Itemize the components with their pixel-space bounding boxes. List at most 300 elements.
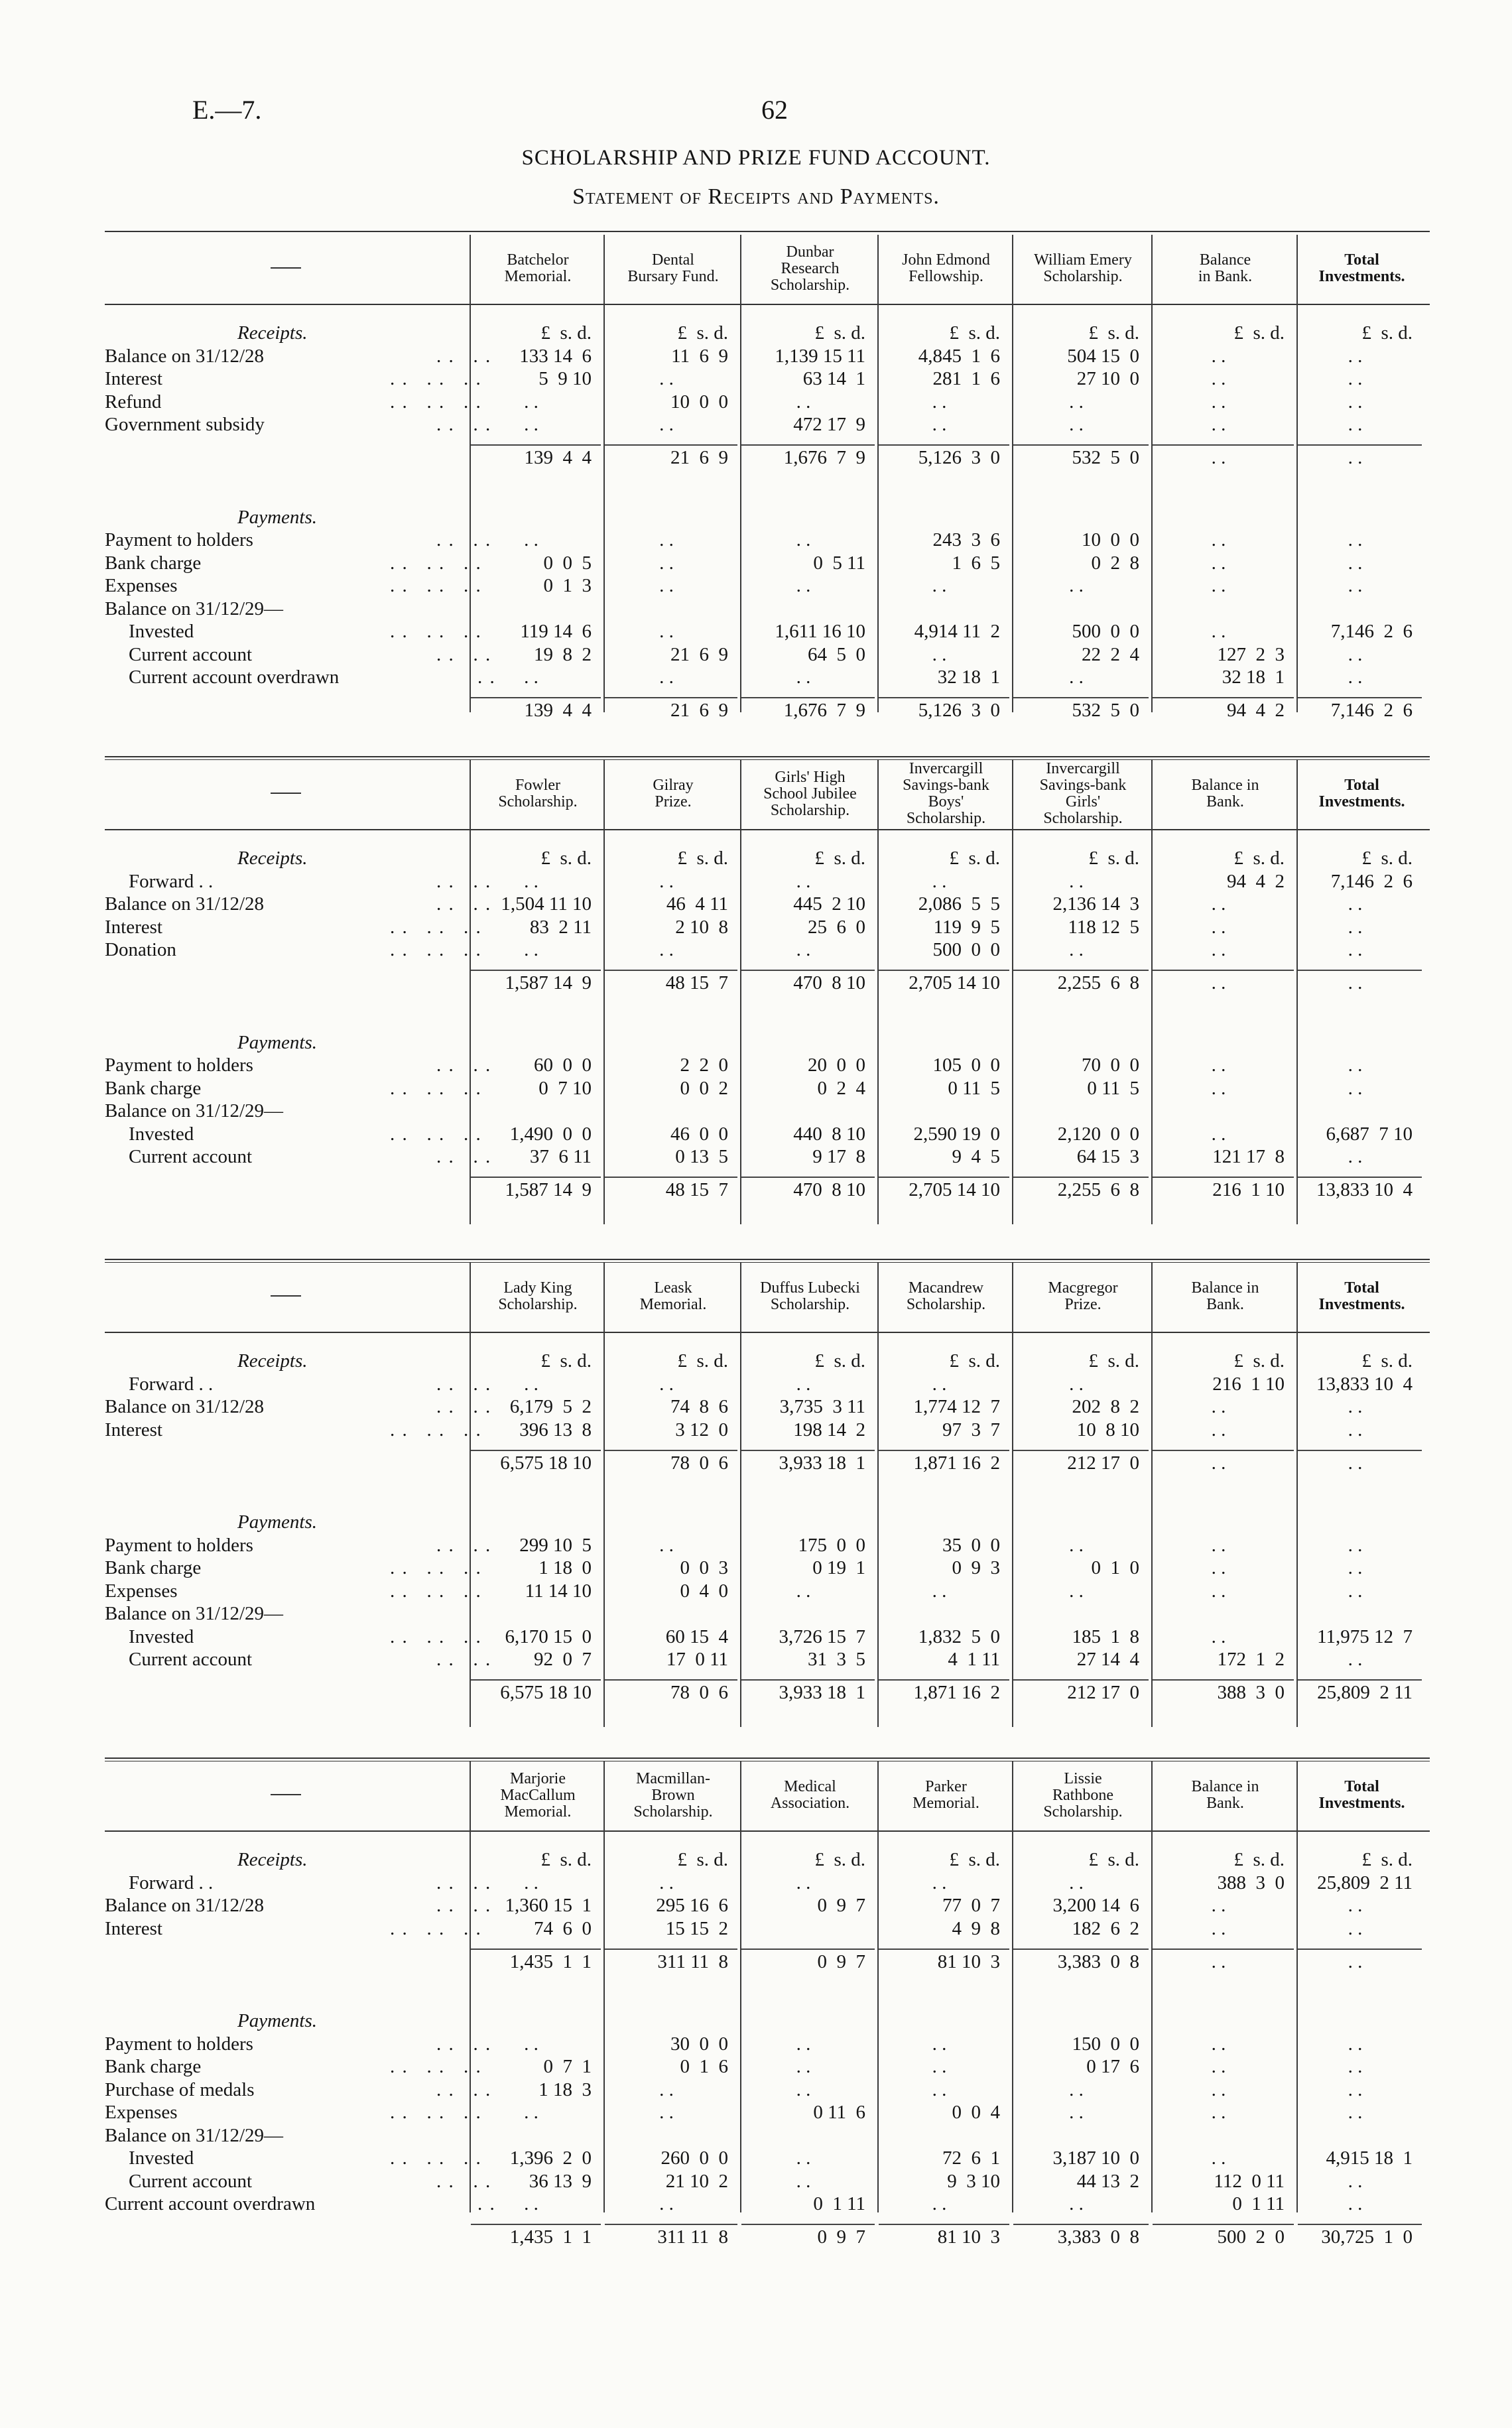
amount-cell: 0 9 3 bbox=[952, 1557, 1000, 1579]
column-header: Total Investments. bbox=[1318, 251, 1405, 285]
amount-cell: 78 0 6 bbox=[670, 1452, 728, 1474]
amount-cell: . . bbox=[1348, 2193, 1363, 2215]
amount-cell: . . bbox=[932, 1580, 947, 1602]
amount-cell: 0 0 5 bbox=[543, 552, 592, 574]
row-label: Payment to holders bbox=[105, 2033, 253, 2055]
header-bottom-rule bbox=[105, 1332, 1430, 1333]
section-heading: Receipts. bbox=[237, 1849, 308, 1870]
section-top-rule bbox=[105, 231, 1430, 232]
amount-cell: 6,687 7 10 bbox=[1326, 1123, 1413, 1145]
document-subtitle: Statement of Receipts and Payments. bbox=[572, 184, 940, 209]
amount-cell: 9 17 8 bbox=[812, 1146, 865, 1168]
amount-cell: 0 2 4 bbox=[817, 1077, 865, 1099]
amount-cell: 2,255 6 8 bbox=[1057, 972, 1139, 994]
amount-cell: 83 2 11 bbox=[529, 916, 592, 938]
amount-cell: 0 1 3 bbox=[543, 575, 592, 597]
amount-cell: 9 4 5 bbox=[952, 1146, 1000, 1168]
amount-cell: 139 4 4 bbox=[524, 447, 592, 469]
row-label: Payment to holders bbox=[105, 529, 253, 551]
amount-cell: . . bbox=[659, 1373, 674, 1395]
amount-cell: 212 17 0 bbox=[1067, 1682, 1139, 1704]
amount-cell: . . bbox=[1211, 368, 1226, 389]
total-rule bbox=[1298, 444, 1422, 446]
amount-cell: 6,575 18 10 bbox=[500, 1682, 592, 1704]
row-label: Interest bbox=[105, 1917, 162, 1939]
amount-cell: . . bbox=[1348, 1917, 1363, 1939]
amount-cell: 81 10 3 bbox=[937, 2226, 1000, 2248]
amount-cell: . . bbox=[1211, 447, 1226, 469]
amount-cell: . . bbox=[1348, 1419, 1363, 1440]
amount-cell: . . bbox=[1211, 575, 1226, 597]
amount-cell: 3,726 15 7 bbox=[779, 1626, 865, 1647]
section-top-rule bbox=[105, 1259, 1430, 1263]
amount-cell: . . bbox=[1348, 1580, 1363, 1602]
section-top-rule bbox=[105, 1757, 1430, 1761]
column-header: Macmillan- Brown Scholarship. bbox=[633, 1769, 713, 1821]
amount-cell: . . bbox=[1069, 1872, 1084, 1893]
amount-cell: 105 0 0 bbox=[932, 1054, 1000, 1076]
amount-cell: . . bbox=[524, 870, 538, 892]
amount-cell: 0 2 8 bbox=[1091, 552, 1139, 574]
amount-cell: . . bbox=[796, 2033, 811, 2055]
row-label: Expenses bbox=[105, 1580, 178, 1602]
column-divider bbox=[740, 1761, 741, 2212]
amount-cell: . . bbox=[1348, 529, 1363, 551]
amount-cell: 94 4 2 bbox=[1227, 870, 1285, 892]
row-label: Bank charge bbox=[105, 1077, 202, 1099]
column-divider bbox=[1151, 1761, 1153, 2212]
amount-cell: 3,187 10 0 bbox=[1052, 2147, 1139, 2169]
amount-cell: 2,705 14 10 bbox=[909, 972, 1000, 994]
amount-cell: . . bbox=[1348, 916, 1363, 938]
column-header: Macgregor Prize. bbox=[1048, 1279, 1118, 1313]
amount-cell: 3,735 3 11 bbox=[779, 1396, 865, 1417]
amount-cell: 30 0 0 bbox=[670, 2033, 728, 2055]
amount-cell: 470 8 10 bbox=[793, 972, 865, 994]
amount-cell: . . bbox=[1069, 391, 1084, 413]
amount-cell: . . bbox=[1348, 2102, 1363, 2124]
amount-cell: 25 6 0 bbox=[808, 916, 865, 938]
row-label: Current account bbox=[129, 643, 253, 665]
row-label: Bank charge bbox=[105, 1557, 202, 1579]
total-rule bbox=[1153, 697, 1294, 698]
amount-cell: 1 6 5 bbox=[952, 552, 1000, 574]
total-rule bbox=[1013, 970, 1149, 971]
amount-cell: . . bbox=[932, 2033, 947, 2055]
amount-cell: . . bbox=[659, 2102, 674, 2124]
row-label: Current account bbox=[129, 2170, 253, 2192]
amount-cell: 0 7 10 bbox=[538, 1077, 592, 1099]
amount-cell: . . bbox=[796, 2078, 811, 2100]
amount-cell: 1,774 12 7 bbox=[913, 1396, 1000, 1417]
statement-section bbox=[105, 756, 1430, 1247]
section-heading: Receipts. bbox=[237, 848, 308, 869]
row-label: Invested bbox=[129, 2147, 194, 2169]
amount-cell: . . bbox=[1069, 870, 1084, 892]
amount-cell: 1,139 15 11 bbox=[775, 345, 865, 367]
amount-cell: . . bbox=[1211, 1123, 1226, 1145]
column-header: John Edmond Fellowship. bbox=[902, 251, 990, 285]
total-rule bbox=[879, 444, 1009, 446]
amount-cell: 5,126 3 0 bbox=[918, 447, 1000, 469]
currency-units: £ s. d. bbox=[1233, 322, 1285, 344]
total-rule bbox=[605, 1679, 737, 1681]
row-label: Invested bbox=[129, 1626, 194, 1647]
amount-cell: 0 13 5 bbox=[675, 1146, 728, 1168]
amount-cell: . . bbox=[1211, 1452, 1226, 1474]
amount-cell: . . bbox=[1211, 972, 1226, 994]
amount-cell: . . bbox=[524, 414, 538, 435]
total-rule bbox=[1013, 697, 1149, 698]
row-label: Interest bbox=[105, 1419, 162, 1440]
row-label: Balance on 31/12/28 bbox=[105, 1895, 265, 1916]
amount-cell: . . bbox=[1069, 1373, 1084, 1395]
column-header: Lady King Scholarship. bbox=[498, 1279, 578, 1313]
leader-dots: . . . . bbox=[436, 2033, 492, 2055]
amount-cell: 64 15 3 bbox=[1076, 1146, 1139, 1168]
leader-dots: . . . . . . bbox=[390, 1419, 482, 1440]
currency-units: £ s. d. bbox=[949, 848, 1000, 869]
amount-cell: . . bbox=[796, 2170, 811, 2192]
total-rule bbox=[741, 1949, 875, 1950]
currency-units: £ s. d. bbox=[677, 322, 728, 344]
amount-cell: . . bbox=[1069, 2078, 1084, 2100]
column-header: Medical Association. bbox=[770, 1778, 850, 1812]
amount-cell: 0 1 11 bbox=[813, 2193, 865, 2215]
total-rule bbox=[1013, 1177, 1149, 1178]
amount-cell: . . bbox=[1348, 1649, 1363, 1671]
currency-units: £ s. d. bbox=[677, 1849, 728, 1870]
total-rule bbox=[471, 697, 601, 698]
amount-cell: 2 2 0 bbox=[680, 1054, 728, 1076]
column-header: Balance in Bank. bbox=[1191, 777, 1259, 810]
amount-cell: 500 2 0 bbox=[1217, 2226, 1285, 2248]
amount-cell: . . bbox=[659, 870, 674, 892]
column-header: Fowler Scholarship. bbox=[498, 777, 578, 810]
currency-units: £ s. d. bbox=[949, 1849, 1000, 1870]
amount-cell: 48 15 7 bbox=[665, 972, 728, 994]
amount-cell: 17 0 11 bbox=[666, 1649, 728, 1671]
amount-cell: . . bbox=[1348, 1146, 1363, 1168]
amount-cell: 1,587 14 9 bbox=[505, 972, 592, 994]
amount-cell: 72 6 1 bbox=[942, 2147, 1000, 2169]
amount-cell: 63 14 1 bbox=[802, 368, 865, 389]
total-rule bbox=[605, 1949, 737, 1950]
amount-cell: 388 3 0 bbox=[1217, 1872, 1285, 1893]
amount-cell: . . bbox=[1211, 621, 1226, 643]
column-header: Dunbar Research Scholarship. bbox=[770, 243, 850, 294]
total-rule bbox=[1153, 1177, 1294, 1178]
column-header: Gilray Prize. bbox=[653, 777, 694, 810]
column-header: Total Investments. bbox=[1318, 1778, 1405, 1812]
total-rule bbox=[1298, 697, 1422, 698]
amount-cell: . . bbox=[932, 575, 947, 597]
amount-cell: . . bbox=[1348, 1452, 1363, 1474]
row-label: Current account bbox=[129, 1649, 253, 1671]
amount-cell: 0 9 7 bbox=[817, 2226, 865, 2248]
total-rule bbox=[879, 2224, 1009, 2225]
amount-cell: 2,255 6 8 bbox=[1057, 1179, 1139, 1201]
amount-cell: 4 1 11 bbox=[948, 1649, 1000, 1671]
amount-cell: . . bbox=[659, 575, 674, 597]
amount-cell: . . bbox=[796, 1580, 811, 1602]
amount-cell: . . bbox=[796, 667, 811, 688]
total-rule bbox=[471, 970, 601, 971]
amount-cell: 388 3 0 bbox=[1217, 1682, 1285, 1704]
amount-cell: . . bbox=[1211, 1419, 1226, 1440]
amount-cell: . . bbox=[1069, 2193, 1084, 2215]
amount-cell: 500 0 0 bbox=[932, 939, 1000, 960]
amount-cell: 1,587 14 9 bbox=[505, 1179, 592, 1201]
amount-cell: 30,725 1 0 bbox=[1321, 2226, 1413, 2248]
leader-dots: . . . . bbox=[436, 1146, 492, 1168]
amount-cell: 281 1 6 bbox=[932, 368, 1000, 389]
leader-dots: . . . . . . bbox=[390, 2102, 482, 2124]
amount-cell: . . bbox=[1348, 939, 1363, 960]
total-rule bbox=[741, 697, 875, 698]
currency-units: £ s. d. bbox=[1233, 1350, 1285, 1372]
leader-dots: . . . . bbox=[436, 414, 492, 435]
amount-cell: 2 10 8 bbox=[675, 916, 728, 938]
amount-cell: . . bbox=[1069, 667, 1084, 688]
amount-cell: . . bbox=[796, 529, 811, 551]
total-rule bbox=[471, 1177, 601, 1178]
amount-cell: 81 10 3 bbox=[937, 1950, 1000, 1972]
amount-cell: 504 15 0 bbox=[1067, 345, 1139, 367]
column-divider bbox=[877, 1761, 879, 2212]
row-label: Bank charge bbox=[105, 2056, 202, 2078]
row-label: Bank charge bbox=[105, 552, 202, 574]
total-rule bbox=[605, 444, 737, 446]
amount-cell: 3,200 14 6 bbox=[1052, 1895, 1139, 1916]
amount-cell: . . bbox=[932, 391, 947, 413]
currency-units: £ s. d. bbox=[949, 322, 1000, 344]
amount-cell: . . bbox=[524, 1373, 538, 1395]
amount-cell: . . bbox=[524, 529, 538, 551]
total-rule bbox=[741, 970, 875, 971]
currency-units: £ s. d. bbox=[1361, 322, 1413, 344]
section-top-rule bbox=[105, 756, 1430, 760]
amount-cell: . . bbox=[1211, 916, 1226, 938]
amount-cell: 6,170 15 0 bbox=[505, 1626, 592, 1647]
amount-cell: 119 14 6 bbox=[520, 621, 592, 643]
row-label: Invested bbox=[129, 1123, 194, 1145]
amount-cell: . . bbox=[1069, 1534, 1084, 1556]
amount-cell: . . bbox=[1069, 939, 1084, 960]
amount-cell: 37 6 11 bbox=[529, 1146, 592, 1168]
amount-cell: . . bbox=[1348, 2170, 1363, 2192]
amount-cell: . . bbox=[932, 1872, 947, 1893]
amount-cell: 7,146 2 6 bbox=[1330, 870, 1413, 892]
amount-cell: . . bbox=[659, 529, 674, 551]
amount-cell: 70 0 0 bbox=[1082, 1054, 1139, 1076]
amount-cell: . . bbox=[1348, 667, 1363, 688]
amount-cell: 1,490 0 0 bbox=[509, 1123, 592, 1145]
amount-cell: 1,871 16 2 bbox=[913, 1682, 1000, 1704]
currency-units: £ s. d. bbox=[1088, 1849, 1139, 1870]
amount-cell: . . bbox=[1348, 575, 1363, 597]
column-header: Balance in Bank. bbox=[1198, 251, 1253, 285]
amount-cell: 243 3 6 bbox=[932, 529, 1000, 551]
amount-cell: 198 14 2 bbox=[793, 1419, 865, 1440]
currency-units: £ s. d. bbox=[540, 848, 592, 869]
amount-cell: 74 6 0 bbox=[534, 1917, 592, 1939]
amount-cell: 27 10 0 bbox=[1076, 368, 1139, 389]
column-header: Balance in Bank. bbox=[1191, 1279, 1259, 1313]
leader-dots: . . . . bbox=[436, 1054, 492, 1076]
total-rule bbox=[1298, 1450, 1422, 1451]
total-rule bbox=[1298, 1949, 1422, 1950]
amount-cell: 25,809 2 11 bbox=[1317, 1682, 1413, 1704]
amount-cell: 311 11 8 bbox=[657, 2226, 728, 2248]
amount-cell: 46 4 11 bbox=[666, 893, 728, 915]
leader-dots: . . . . . . bbox=[390, 552, 482, 574]
amount-cell: 172 1 2 bbox=[1217, 1649, 1285, 1671]
amount-cell: . . bbox=[932, 2078, 947, 2100]
amount-cell: . . bbox=[1211, 552, 1226, 574]
row-label: Refund bbox=[105, 391, 162, 413]
amount-cell: 133 14 6 bbox=[519, 345, 592, 367]
amount-cell: 440 8 10 bbox=[793, 1123, 865, 1145]
amount-cell: . . bbox=[1211, 1580, 1226, 1602]
currency-units: £ s. d. bbox=[814, 322, 865, 344]
leader-dots: . . bbox=[477, 667, 496, 688]
amount-cell: 10 0 0 bbox=[1082, 529, 1139, 551]
amount-cell: . . bbox=[796, 2147, 811, 2169]
leader-dots: . . . . bbox=[436, 1396, 492, 1417]
amount-cell: 6,575 18 10 bbox=[500, 1452, 592, 1474]
total-rule bbox=[741, 1679, 875, 1681]
amount-cell: 150 0 0 bbox=[1072, 2033, 1139, 2055]
leader-dots: . . . . bbox=[436, 1534, 492, 1556]
total-rule bbox=[1013, 2224, 1149, 2225]
amount-cell: 3,383 0 8 bbox=[1057, 1950, 1139, 1972]
amount-cell: . . bbox=[659, 414, 674, 435]
amount-cell: 0 19 1 bbox=[812, 1557, 865, 1579]
total-rule bbox=[879, 1177, 1009, 1178]
total-rule bbox=[879, 1949, 1009, 1950]
leader-dots: . . . . bbox=[436, 893, 492, 915]
row-label: Payment to holders bbox=[105, 1054, 253, 1076]
column-header: Lissie Rathbone Scholarship. bbox=[1043, 1769, 1123, 1821]
column-header: Girls' High School Jubilee Scholarship. bbox=[763, 768, 857, 819]
row-label: Balance on 31/12/28 bbox=[105, 893, 265, 915]
amount-cell: 472 17 9 bbox=[793, 414, 865, 435]
amount-cell: . . bbox=[1211, 345, 1226, 367]
total-rule bbox=[471, 1679, 601, 1681]
amount-cell: . . bbox=[796, 575, 811, 597]
amount-cell: 3,383 0 8 bbox=[1057, 2226, 1139, 2248]
currency-units: £ s. d. bbox=[677, 848, 728, 869]
amount-cell: . . bbox=[1211, 939, 1226, 960]
document-title: SCHOLARSHIP AND PRIZE FUND ACCOUNT. bbox=[521, 146, 991, 170]
total-rule bbox=[471, 1450, 601, 1451]
amount-cell: 64 5 0 bbox=[808, 643, 865, 665]
amount-cell: 0 17 6 bbox=[1086, 2056, 1139, 2078]
total-rule bbox=[605, 970, 737, 971]
amount-cell: 1,396 2 0 bbox=[509, 2147, 592, 2169]
column-header: Batchelor Memorial. bbox=[504, 251, 572, 285]
total-rule bbox=[879, 697, 1009, 698]
total-rule bbox=[879, 970, 1009, 971]
amount-cell: 1,676 7 9 bbox=[783, 447, 865, 469]
amount-cell: 5,126 3 0 bbox=[918, 700, 1000, 722]
amount-cell: . . bbox=[1211, 1950, 1226, 1972]
amount-cell: . . bbox=[1348, 2033, 1363, 2055]
amount-cell: 31 3 5 bbox=[808, 1649, 865, 1671]
amount-cell: . . bbox=[1348, 2078, 1363, 2100]
amount-cell: . . bbox=[796, 391, 811, 413]
amount-cell: 182 6 2 bbox=[1072, 1917, 1139, 1939]
column-header: Parker Memorial. bbox=[913, 1778, 979, 1812]
amount-cell: 0 1 0 bbox=[1091, 1557, 1139, 1579]
section-heading: Payments. bbox=[237, 1511, 317, 1533]
amount-cell: . . bbox=[524, 2102, 538, 2124]
section-heading: Receipts. bbox=[237, 322, 308, 344]
total-rule bbox=[605, 2224, 737, 2225]
amount-cell: . . bbox=[1211, 893, 1226, 915]
section-heading: Receipts. bbox=[237, 1350, 308, 1372]
header-bottom-rule bbox=[105, 829, 1430, 830]
leader-dots: . . . . . . bbox=[390, 2056, 482, 2078]
amount-cell: . . bbox=[1348, 2056, 1363, 2078]
amount-cell: 2,136 14 3 bbox=[1052, 893, 1139, 915]
amount-cell: . . bbox=[796, 1373, 811, 1395]
amount-cell: 4,914 11 2 bbox=[914, 621, 1000, 643]
currency-units: £ s. d. bbox=[677, 1350, 728, 1372]
amount-cell: 2,590 19 0 bbox=[913, 1123, 1000, 1145]
amount-cell: 10 0 0 bbox=[670, 391, 728, 413]
amount-cell: . . bbox=[659, 939, 674, 960]
header-dash bbox=[271, 1794, 301, 1795]
header-dash bbox=[271, 1295, 301, 1297]
amount-cell: 4,845 1 6 bbox=[918, 345, 1000, 367]
leader-dots: . . . . . . bbox=[390, 1077, 482, 1099]
amount-cell: 0 9 7 bbox=[817, 1950, 865, 1972]
amount-cell: . . bbox=[1211, 2147, 1226, 2169]
amount-cell: . . bbox=[796, 870, 811, 892]
total-rule bbox=[1013, 444, 1149, 446]
column-header: William Emery Scholarship. bbox=[1034, 251, 1132, 285]
amount-cell: . . bbox=[659, 2193, 674, 2215]
amount-cell: 3 12 0 bbox=[675, 1419, 728, 1440]
amount-cell: 9 3 10 bbox=[947, 2170, 1000, 2192]
amount-cell: . . bbox=[659, 368, 674, 389]
currency-units: £ s. d. bbox=[814, 848, 865, 869]
amount-cell: 4,915 18 1 bbox=[1326, 2147, 1413, 2169]
amount-cell: . . bbox=[1211, 1917, 1226, 1939]
currency-units: £ s. d. bbox=[1361, 848, 1413, 869]
amount-cell: . . bbox=[1348, 391, 1363, 413]
header-bottom-rule bbox=[105, 1830, 1430, 1832]
total-rule bbox=[1153, 2224, 1294, 2225]
row-label: Forward . . bbox=[129, 1872, 214, 1893]
amount-cell: 78 0 6 bbox=[670, 1682, 728, 1704]
amount-cell: 0 1 6 bbox=[680, 2056, 728, 2078]
total-rule bbox=[1298, 1177, 1422, 1178]
currency-units: £ s. d. bbox=[540, 1350, 592, 1372]
amount-cell: . . bbox=[796, 2056, 811, 2078]
leader-dots: . . . . bbox=[436, 1872, 492, 1893]
amount-cell: 500 0 0 bbox=[1072, 621, 1139, 643]
leader-dots: . . . . bbox=[436, 1895, 492, 1916]
amount-cell: 11,975 12 7 bbox=[1317, 1626, 1413, 1647]
leader-dots: . . . . . . bbox=[390, 391, 482, 413]
total-rule bbox=[1298, 1679, 1422, 1681]
amount-cell: 11 6 9 bbox=[671, 345, 728, 367]
amount-cell: 0 11 6 bbox=[813, 2102, 865, 2124]
total-rule bbox=[741, 444, 875, 446]
